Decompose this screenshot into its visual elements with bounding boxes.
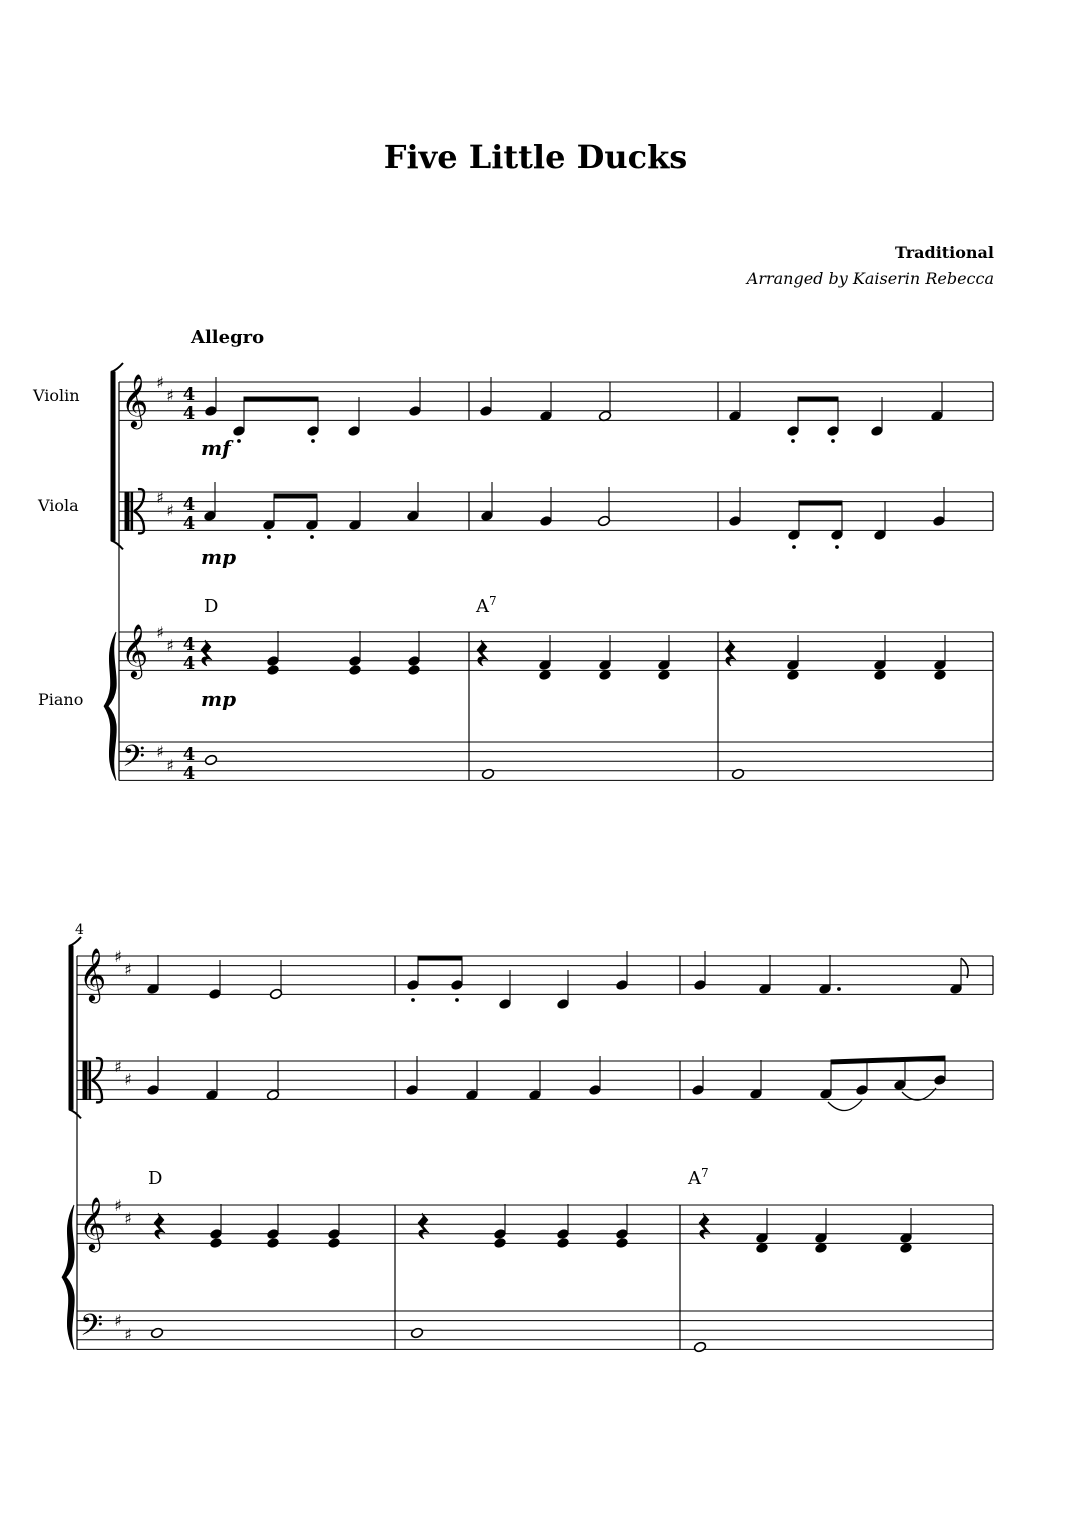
chord-symbol-d-2: D [148, 1168, 163, 1189]
key-signature-sharp: ♯ [124, 1070, 132, 1089]
beam [799, 501, 842, 505]
tempo-marking: Allegro [191, 327, 265, 348]
chord-symbol-a7-2: $A^7$ [688, 1166, 709, 1189]
time-signature-numerator: 4 [182, 494, 196, 515]
bracket-hook-top [111, 363, 123, 372]
system-bracket [111, 372, 115, 540]
time-signature-denominator: 4 [182, 653, 196, 674]
quarter-rest [418, 1213, 429, 1239]
notehead [150, 1327, 163, 1339]
notehead [407, 664, 420, 676]
notehead [209, 1237, 222, 1249]
staccato-dot [311, 536, 314, 539]
staff-piano-treble [119, 632, 993, 670]
dynamic-viola: mp [201, 545, 237, 569]
beam [798, 397, 838, 401]
key-signature-sharp: ♯ [114, 1196, 122, 1215]
treble-clef: 𝄞 [121, 623, 149, 677]
quarter-rest [725, 640, 736, 666]
quarter-rest [699, 1213, 710, 1239]
staccato-dot [793, 546, 796, 549]
notehead [348, 664, 361, 676]
quarter-rest [477, 640, 488, 666]
staccato-dot [456, 999, 459, 1002]
staccato-dot [412, 999, 415, 1002]
notehead [204, 754, 217, 766]
key-signature-sharp: ♯ [124, 1325, 132, 1344]
notehead [481, 768, 494, 780]
key-signature-sharp: ♯ [166, 636, 174, 655]
quarter-rest [201, 640, 212, 666]
key-signature-sharp: ♯ [166, 756, 174, 775]
key-signature-sharp: ♯ [124, 960, 132, 979]
staccato-dot [838, 988, 841, 991]
instrument-label-piano: Piano [38, 690, 84, 709]
dynamic-piano: mp [201, 687, 237, 711]
key-signature-sharp: ♯ [114, 1057, 122, 1076]
time-signature-denominator: 4 [182, 763, 196, 784]
key-signature-sharp: ♯ [156, 373, 164, 392]
chord-symbol-d: D [204, 596, 219, 617]
bass-clef: 𝄢 [122, 740, 146, 781]
notehead [266, 664, 279, 676]
slur [828, 1100, 862, 1111]
instrument-label-viola: Viola [38, 496, 79, 515]
time-signature-numerator: 4 [182, 634, 196, 655]
key-signature-sharp: ♯ [124, 1209, 132, 1228]
beam [831, 1056, 945, 1064]
key-signature-sharp: ♯ [156, 623, 164, 642]
notehead [493, 1237, 506, 1249]
key-signature-sharp: ♯ [156, 488, 164, 507]
staff-viola [119, 492, 993, 530]
beam [274, 494, 317, 498]
arranger: Arranged by Kaiserin Rebecca [746, 269, 994, 288]
notehead [693, 1341, 706, 1353]
instrument-label-violin: Violin [33, 386, 80, 405]
measure-number: 4 [75, 922, 84, 938]
beam [418, 956, 462, 960]
treble-clef: 𝄞 [79, 947, 107, 1001]
staccato-dot [836, 546, 839, 549]
bracket-hook-top [69, 937, 81, 946]
notehead [615, 1237, 628, 1249]
dynamic-violin: mf [201, 436, 231, 460]
system-bracket [69, 946, 73, 1109]
staff-piano-bass [119, 742, 993, 780]
staccato-dot [312, 440, 315, 443]
time-signature-denominator: 4 [182, 403, 196, 424]
time-signature-denominator: 4 [182, 513, 196, 534]
key-signature-sharp: ♯ [114, 1311, 122, 1330]
treble-clef: 𝄞 [121, 373, 149, 427]
notehead [556, 1237, 569, 1249]
bracket-hook-bottom [69, 1109, 81, 1118]
treble-clef: 𝄞 [79, 1196, 107, 1250]
key-signature-sharp: ♯ [114, 947, 122, 966]
key-signature-sharp: ♯ [156, 742, 164, 761]
time-signature-numerator: 4 [182, 744, 196, 765]
key-signature-sharp: ♯ [166, 386, 174, 405]
staccato-dot [268, 536, 271, 539]
chord-symbol-a7: $A^7$ [476, 594, 497, 617]
staccato-dot [832, 440, 835, 443]
notehead [410, 1327, 423, 1339]
bass-clef: 𝄢 [80, 1309, 104, 1350]
piano-brace [62, 1205, 74, 1349]
staccato-dot [238, 440, 241, 443]
staccato-dot [792, 440, 795, 443]
notehead [327, 1237, 340, 1249]
quarter-rest [154, 1213, 165, 1239]
composer: Traditional [894, 243, 994, 262]
score-title: Five Little Ducks [383, 138, 688, 176]
key-signature-sharp: ♯ [166, 501, 174, 520]
staff-violin-2 [77, 956, 993, 994]
time-signature-numerator: 4 [182, 384, 196, 405]
piano-brace [104, 632, 116, 780]
notehead [266, 1237, 279, 1249]
beam [244, 397, 318, 401]
bracket-hook-bottom [111, 540, 123, 549]
notehead [731, 768, 744, 780]
staff-piano-bass-2 [77, 1311, 993, 1349]
